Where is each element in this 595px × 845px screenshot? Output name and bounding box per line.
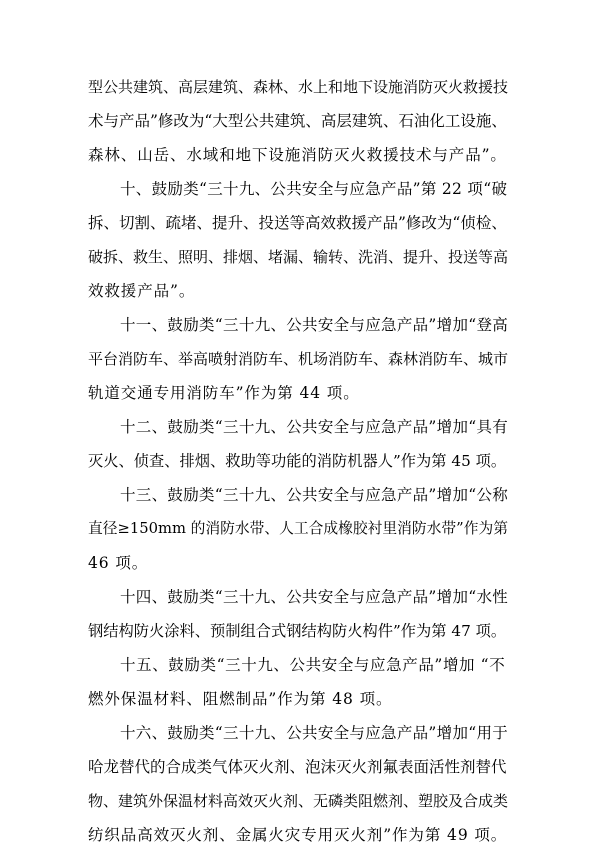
text-line: 纺织品高效灭火剂、金属火灾专用灭火剂”作为第 49 项。 bbox=[88, 826, 508, 844]
text-line: 拆、切割、疏堵、提升、投送等高效救援产品”修改为“侦检、 bbox=[88, 214, 507, 232]
text-line: 十二、鼓励类“三十九、公共安全与应急产品”增加“具有 bbox=[120, 418, 509, 436]
text-line: 哈龙替代的合成类气体灭火剂、泡沫灭火剂氟表面活性剂替代 bbox=[88, 758, 507, 776]
text-line: 十六、鼓励类“三十九、公共安全与应急产品”增加“用于 bbox=[120, 724, 509, 742]
text-line: 46 项。 bbox=[88, 554, 149, 572]
text-line: 十五、鼓励类“三十九、公共安全与应急产品”增加 “不 bbox=[120, 656, 506, 674]
text-line: 直径≥150mm 的消防水带、人工合成橡胶衬里消防水带”作为第 bbox=[88, 520, 508, 537]
text-line: 术与产品”修改为“大型公共建筑、高层建筑、石油化工设施、 bbox=[88, 112, 507, 130]
text-line: 钢结构防火涂料、预制组合式钢结构防火构件”作为第 47 项。 bbox=[88, 622, 507, 640]
text-line: 十、鼓励类“三十九、公共安全与应急产品”第 22 项“破 bbox=[120, 180, 508, 198]
text-line: 效救援产品”。 bbox=[88, 282, 196, 300]
text-line: 森林、山岳、水域和地下设施消防灭火救援技术与产品”。 bbox=[88, 146, 507, 164]
text-line: 轨道交通专用消防车”作为第 44 项。 bbox=[88, 384, 360, 402]
text-line: 十四、鼓励类“三十九、公共安全与应急产品”增加“水性 bbox=[120, 588, 509, 606]
text-line: 平台消防车、举高喷射消防车、机场消防车、森林消防车、城市 bbox=[88, 350, 509, 368]
text-line: 型公共建筑、高层建筑、森林、水上和地下设施消防灭火救援技 bbox=[88, 78, 509, 96]
text-line: 物、建筑外保温材料高效灭火剂、无磷类阻燃剂、塑胶及合成类 bbox=[88, 792, 509, 810]
text-line: 破拆、救生、照明、排烟、堵漏、输转、洗消、提升、投送等高 bbox=[88, 248, 509, 266]
text-line: 十一、鼓励类“三十九、公共安全与应急产品”增加“登高 bbox=[120, 316, 509, 334]
text-line: 燃外保温材料、阻燃制品”作为第 48 项。 bbox=[88, 690, 393, 708]
text-line: 十三、鼓励类“三十九、公共安全与应急产品”增加“公称 bbox=[120, 486, 509, 504]
text-line: 灭火、侦查、排烟、救助等功能的消防机器人”作为第 45 项。 bbox=[88, 452, 507, 470]
